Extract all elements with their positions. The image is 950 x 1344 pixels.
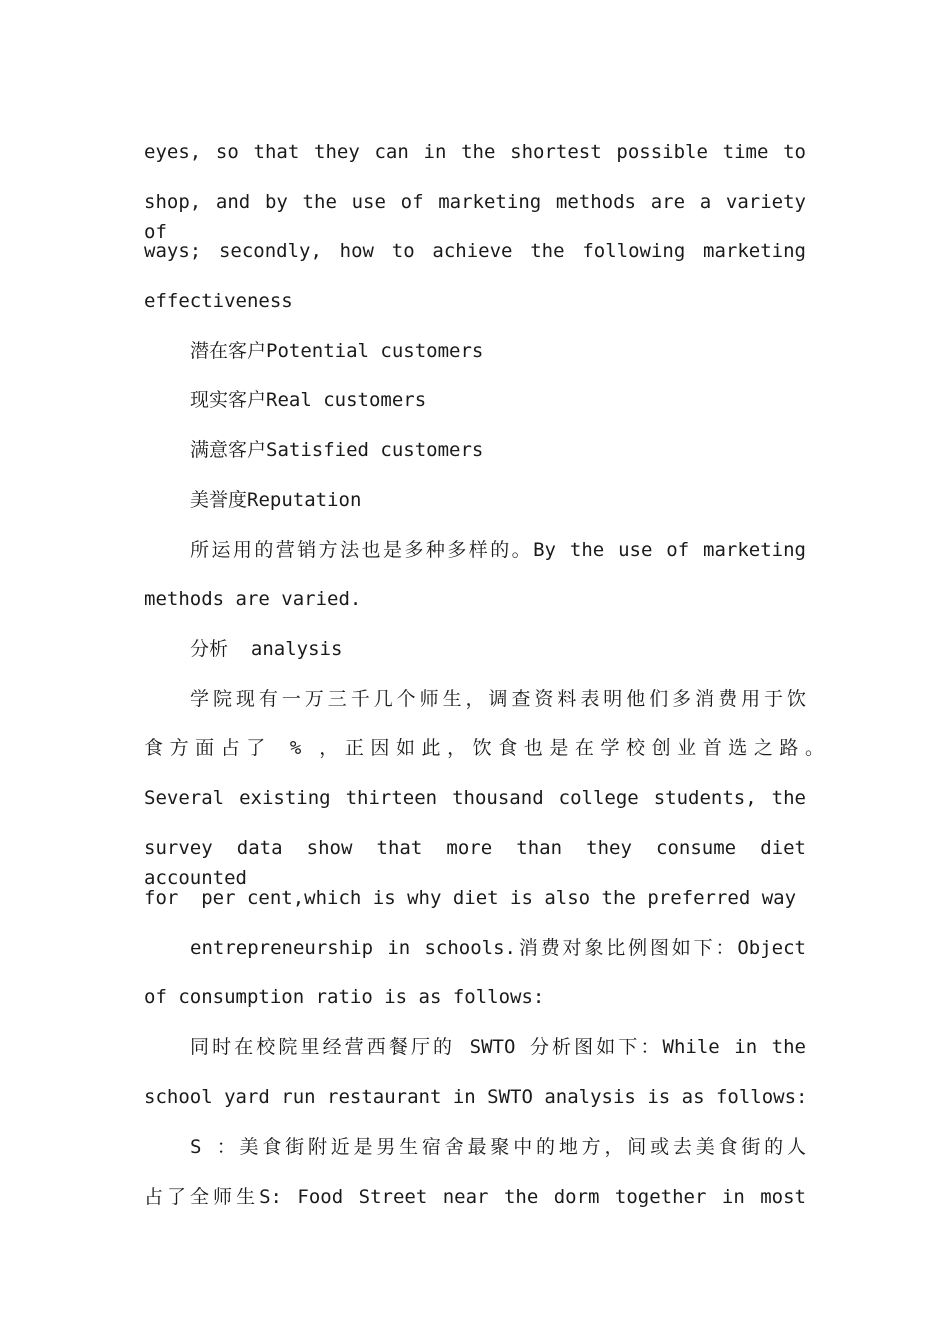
paragraph-line: 所运用的营销方法也是多种多样的。By the use of marketing	[190, 539, 806, 561]
paragraph-line: methods are varied.	[144, 588, 362, 610]
paragraph-line: shop, and by the use of marketing methods are a variety of	[144, 191, 806, 243]
paragraph-line: eyes, so that they can in the shortest possible time to	[144, 141, 806, 163]
paragraph-line: Several existing thirteen thousand college students, the	[144, 787, 806, 809]
paragraph-line: 同时在校院里经营西餐厅的 SWTO 分析图如下：While in the	[190, 1036, 806, 1058]
section-heading-analysis: 分析 analysis	[190, 638, 343, 660]
paragraph-line: ways; secondly, how to achieve the following marketing	[144, 240, 806, 262]
list-item-reputation: 美誉度Reputation	[190, 489, 362, 511]
list-item-satisfied-customers: 满意客户Satisfied customers	[190, 439, 484, 461]
paragraph-line: survey data show that more than they consume diet accounted	[144, 837, 806, 889]
paragraph-line: S ：美食街附近是男生宿舍最聚中的地方，间或去美食街的人	[190, 1136, 806, 1158]
paragraph-line: effectiveness	[144, 290, 293, 312]
paragraph-line: 占了全师生S: Food Street near the dorm together in most	[144, 1186, 806, 1208]
paragraph-line: school yard run restaurant in SWTO analysis is as follows:	[144, 1086, 808, 1108]
list-item-potential-customers: 潜在客户Potential customers	[190, 340, 484, 362]
list-item-real-customers: 现实客户Real customers	[190, 389, 427, 411]
paragraph-line: of consumption ratio is as follows:	[144, 986, 545, 1008]
paragraph-line: 食方面占了 % ，正因如此，饮食也是在学校创业首选之路。	[144, 737, 824, 759]
paragraph-line: entrepreneurship in schools.消费对象比例图如下：Object	[190, 937, 806, 959]
paragraph-line: for per cent,which is why diet is also the preferred way	[144, 887, 797, 909]
paragraph-line: 学院现有一万三千几个师生，调查资料表明他们多消费用于饮	[190, 688, 806, 710]
